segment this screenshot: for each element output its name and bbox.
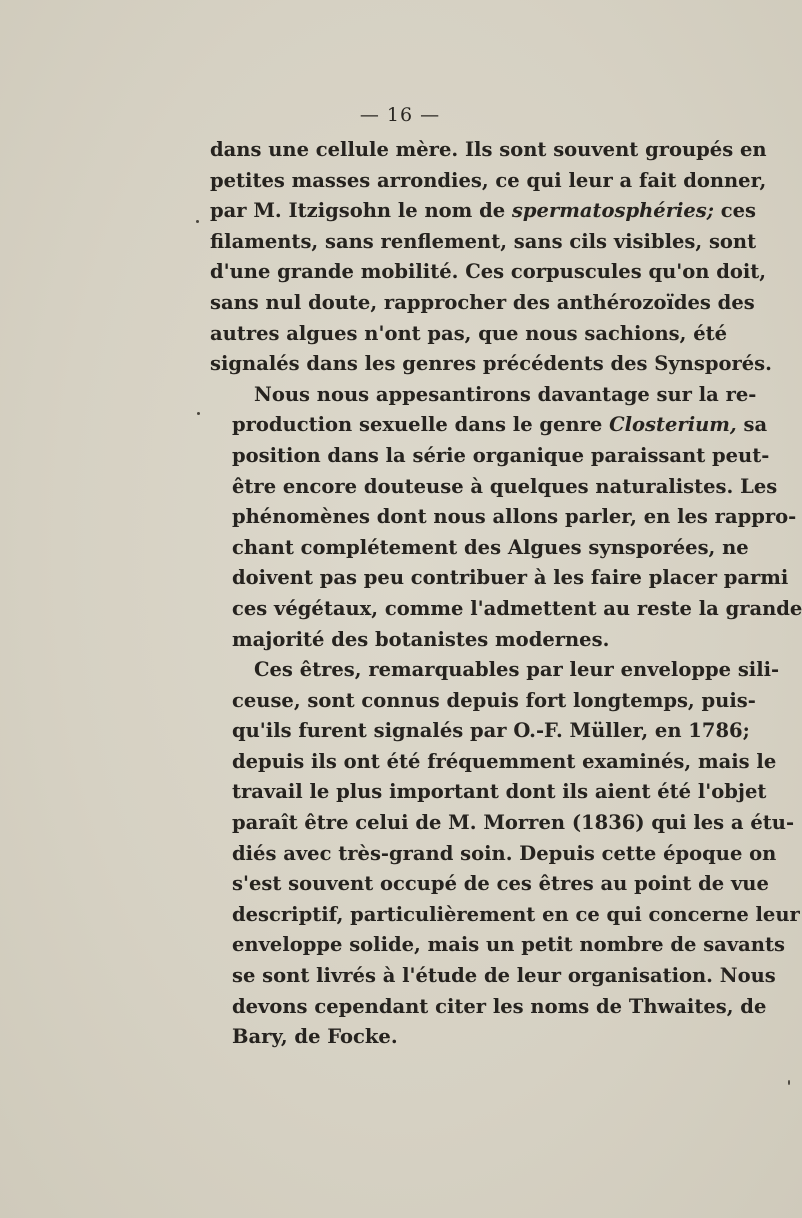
text-line: être encore douteuse à quelques naturalistes. Les [232, 474, 778, 498]
body-text [210, 135, 802, 1053]
paper-speck [196, 220, 199, 223]
text-line: se sont livrés à l'étude de leur organisation. Nous [232, 964, 776, 988]
text-line: d'une grande mobilité. Ces corpuscules qu'on doit, [210, 260, 767, 284]
text-line: sans nul doute, rapprocher des anthérozoïdes des [210, 290, 755, 314]
text-line: dans une cellule mère. Ils sont souvent groupés en [210, 138, 767, 161]
text-line: chant complétement des Algues synsporées, ne [232, 535, 749, 559]
page-number: — 16 — [359, 104, 441, 126]
paper-speck [788, 1080, 790, 1085]
text-line: Nous nous appesantirons davantage sur la re- [254, 382, 757, 406]
text-line: descriptif, particulièrement en ce qui concerne leur [232, 902, 800, 926]
text-line: devons cependant citer les noms de Thwaites, de [232, 994, 767, 1018]
paper-speck [197, 412, 200, 415]
text-line: s'est souvent occupé de ces êtres au point de vue [232, 872, 769, 896]
text-line: signalés dans les genres précédents des Synsporés. [210, 352, 772, 376]
text-line: filaments, sans renflement, sans cils visibles, sont [210, 229, 757, 253]
text-line: petites masses arrondies, ce qui leur a fait donner, [210, 168, 767, 192]
text-line: diés avec très-grand soin. Depuis cette époque on [232, 841, 777, 865]
text-line: travail le plus important dont ils aient été l'objet [232, 780, 767, 804]
text-line: ces végétaux, comme l'admettent au reste la grande [232, 596, 802, 620]
text-line: Ces êtres, remarquables par leur enveloppe sili- [254, 658, 780, 682]
text-line: phénomènes dont nous allons parler, en les rappro- [232, 505, 797, 529]
paragraph [210, 655, 800, 1053]
text-line: enveloppe solide, mais un petit nombre de savants [232, 933, 785, 957]
paragraph [210, 135, 772, 380]
text-line: doivent pas peu contribuer à les faire placer parmi [232, 566, 789, 590]
paragraph [210, 380, 802, 655]
text-line: ceuse, sont connus depuis fort longtemps, puis- [232, 688, 756, 712]
text-line: qu'ils furent signalés par O.-F. Müller, en 1786; [232, 719, 750, 743]
text-line: depuis ils ont été fréquemment examinés, mais le [232, 749, 777, 773]
text-line: Bary, de Focke. [232, 1025, 398, 1049]
text-line: majorité des botanistes modernes. [232, 627, 610, 651]
text-line: production sexuelle dans le genre Closterium, sa [232, 413, 768, 437]
text-line: par M. Itzigsohn le nom de spermatosphéries; ces [210, 199, 757, 223]
text-line: autres algues n'ont pas, que nous sachions, été [210, 321, 728, 345]
text-line: position dans la série organique paraissant peut- [232, 443, 770, 467]
text-line: paraît être celui de M. Morren (1836) qui les a étu- [232, 811, 795, 835]
